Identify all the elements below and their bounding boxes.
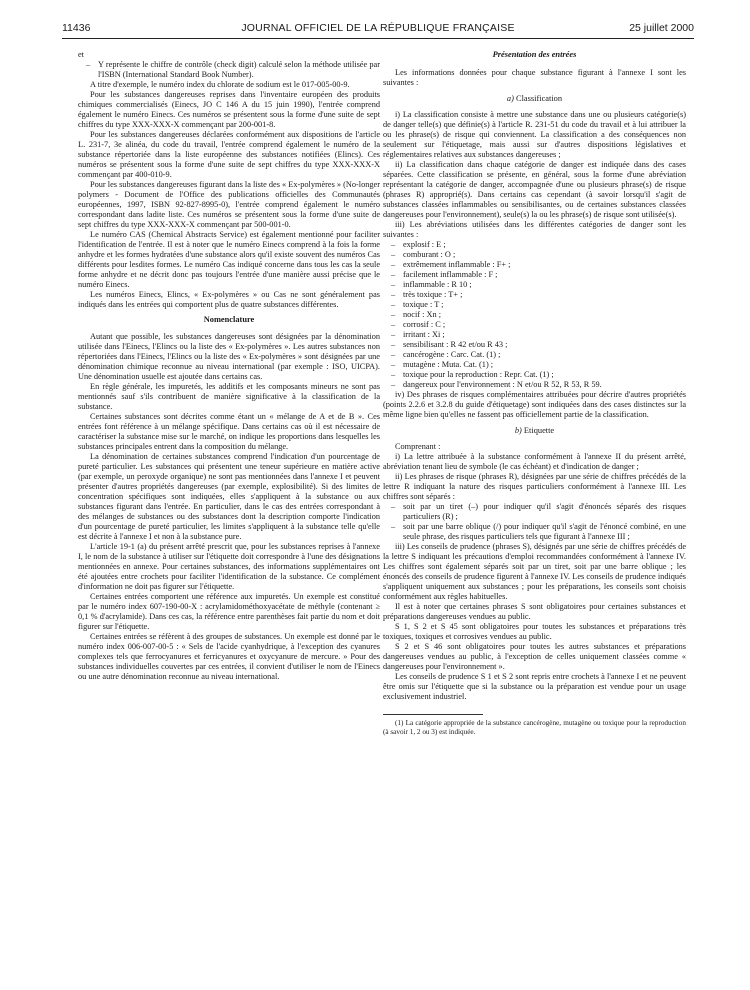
paragraph: S 2 et S 46 sont obligatoires pour toutes les autres substances et préparations dangereuses vendues au public, à l'exception de celles uniquement classées comme « dangereuses pour l'environnement ». [383, 642, 686, 671]
paragraph: Il est à noter que certaines phrases S sont obligatoires pour certaines substances et préparations dangereuses vendues au public. [383, 602, 686, 621]
footnote: (1) La catégorie appropriée de la substance cancérogène, mutagène ou toxique pour la reproduction (à savoir 1, 2 ou 3) est indiquée. [383, 719, 686, 736]
list-item: – facilement inflammable : F ; [383, 270, 686, 280]
paragraph: Les informations données pour chaque substance figurant à l'annexe I sont les suivantes : [383, 68, 686, 87]
paragraph: L'article 19-1 (a) du présent arrêté prescrit que, pour les substances reprises à l'annexe I, le nom de la substance à utiliser sur l'étiquette doit correspondre à l'une des désignations mentionnées en annexe. Pour certaines substances, des informations supplémentaires ont été ajoutées entre crochets pour faciliter l'identification de la substance. Ce complément d'information ne doit pas figurer sur l'étiquette. [78, 542, 380, 591]
subheading-letter: b) [514, 426, 522, 435]
paragraph: i) La classification consiste à mettre une substance dans une ou plusieurs catégorie(s) de danger telle(s) que définie(s) à l'article R. 231-51 du code du travail et à lui attribuer la ou les phrase(s) de risque qui conviennent. La classification a des conséquences non seulement sur l'étiquetage, mais aussi sur d'autres dispositions législatives et réglementaires relatives aux substances dangereuses ; [383, 110, 686, 159]
paragraph: Certaines substances sont décrites comme étant un « mélange de A et de B ». Ces entrées font référence à un mélange spécifique. Dans certains cas où il est nécessaire de caractériser la substance mise sur le marché, on indique les proportions dans lesquelles les substances principales entrent dans la composition du mélange. [78, 412, 380, 451]
list-item: – nocif : Xn ; [383, 310, 686, 320]
paragraph: Les numéros Einecs, Elincs, « Ex-polymères » ou Cas ne sont généralement pas indiqués dans les entrées qui comportent plus de quatre substances différentes. [78, 290, 380, 309]
subheading-letter: a) [506, 94, 514, 103]
list-item: – toxique : T ; [383, 300, 686, 310]
footnote-rule [383, 714, 483, 715]
paragraph: A titre d'exemple, le numéro index du chlorate de sodium est le 017-005-00-9. [90, 80, 350, 89]
list-item: – irritant : Xi ; [383, 330, 686, 340]
paragraph: Pour les substances dangereuses figurant dans la liste des « Ex-polymères » (No-longer polymers - Document de l'Office des publications officielles des Communautés européennes, 1997, ISBN 92-827-8995-0), l'entrée comprend également le numéro correspondant dans ladite liste. Ces numéros se présentent sous la forme d'une suite de sept chiffres du type XXX-XXX-X commençant par 500-001-0. [78, 180, 380, 229]
paragraph: Pour les substances dangereuses reprises dans l'inventaire européen des produits chimiques commercialisés (Einecs, JO C 146 A du 15 juin 1990), l'entrée comprend également le numéro Einecs. Ces numéros se présentent sous la forme d'une suite de sept chiffres du type XXX-XXX-X commençant par 200-001-8. [78, 90, 380, 129]
paragraph: i) La lettre attribuée à la substance conformément à l'annexe II du présent arrêté, abréviation tenant lieu de symbole (le cas échéant) et d'indication de danger ; [383, 452, 686, 471]
list-item: – dangereux pour l'environnement : N et/ou R 52, R 53, R 59. [383, 380, 686, 390]
right-column [383, 50, 686, 737]
section-heading-presentation: Présentation des entrées [492, 50, 577, 59]
subheading-title: Classification [516, 94, 563, 103]
list-item: – inflammable : R 10 ; [383, 280, 686, 290]
list-item: – sensibilisant : R 42 et/ou R 43 ; [383, 340, 686, 350]
subheading-etiquette [383, 426, 686, 436]
list-item: – mutagène : Muta. Cat. (1) ; [383, 360, 686, 370]
paragraph: et [78, 50, 84, 59]
abbreviation-list [383, 240, 686, 390]
list-item: – soit par un tiret (–) pour indiquer qu'il s'agit d'énoncés séparés des risques particuliers (R) ; [383, 502, 686, 522]
list-item: – cancérogène : Carc. Cat. (1) ; [383, 350, 686, 360]
list-item: – soit par une barre oblique (/) pour indiquer qu'il s'agit de l'énoncé combiné, en une seule phrase, des risques particuliers tels que figurant à l'annexe III ; [383, 522, 686, 542]
paragraph: Le numéro CAS (Chemical Abstracts Service) est également mentionné pour faciliter l'identification de l'entrée. Il est à noter que le numéro Einecs comprend à la fois la forme anhydre et les formes hydratées d'une substance alors qu'il existe souvent des numéros Cas différents pour lesdites formes. Le numéro Cas indiqué concerne dans tous les cas la seule forme anhydre et ne décrit donc pas toujours l'entrée d'une manière aussi précise que le numéro Einecs. [78, 230, 380, 289]
list-item: – explosif : E ; [383, 240, 686, 250]
header-rule [62, 38, 694, 39]
list-item: – corrosif : C ; [383, 320, 686, 330]
paragraph: En règle générale, les impuretés, les additifs et les composants mineurs ne sont pas mentionnés sauf s'ils contribuent de manière significative à la classification de la substance. [78, 382, 380, 411]
list-item: – comburant : O ; [383, 250, 686, 260]
paragraph: Certaines entrées comportent une référence aux impuretés. Un exemple est constitué par le numéro index 607-190-00-X : acrylamidométhoxyacétate de méthyle (contenant ≥ 0,1 % d'acrylamide). Dans ces cas, la référence entre parenthèses fait partie du nom et doit figurer sur l'étiquette. [78, 592, 380, 631]
journal-title: JOURNAL OFFICIEL DE LA RÉPUBLIQUE FRANÇAISE [241, 22, 515, 34]
paragraph: iv) Des phrases de risques complémentaires attribuées pour décrire d'autres propriétés (points 2.2.6 et 3.2.8 du guide d'étiquetage) sont indiquées dans des cases distinctes sur la même ligne bien qu'elles ne fassent pas officiellement partie de la classification. [383, 390, 686, 419]
paragraph: Certaines entrées se réfèrent à des groupes de substances. Un exemple est donné par le numéro index 006-007-00-5 : « Sels de l'acide cyanhydrique, à l'exception des cyanures complexes tels que ferrocyanures et ferricyanures et oxycyanure de mercure. » Pour des substances individuelles couvertes par ces entrées, il convient d'utiliser le nom de l'Einecs ou une autre dénomination reconnue au niveau international. [78, 632, 380, 681]
paragraph: iii) Les conseils de prudence (phrases S), désignés par une série de chiffres précédés de la lettre S indiquant les précautions d'emploi recommandées conformément à l'annexe IV. Les chiffres sont également séparés soit par un tiret, soit par une barre oblique ; les énoncés des conseils de prudence figurent à l'annexe IV. Les conseils de prudence indiqués s'appliquent uniquement aux substances ; pour les préparations, les conseils sont choisis conformément aux règles habituelles. [383, 542, 686, 601]
subheading-classification [383, 94, 686, 104]
paragraph: S 1, S 2 et S 45 sont obligatoires pour toutes les substances et préparations très toxiques, toxiques et corrosives vendues au public. [383, 622, 686, 641]
separator-list [383, 502, 686, 542]
list-item: – Y représente le chiffre de contrôle (check digit) calculé selon la méthode utilisée par l'ISBN (International Standard Book Number). [78, 60, 380, 80]
subheading-title: Etiquette [523, 426, 555, 435]
list-item: – toxique pour la reproduction : Repr. Cat. (1) ; [383, 370, 686, 380]
list-item: – très toxique : T+ ; [383, 290, 686, 300]
publication-date: 25 juillet 2000 [629, 22, 694, 34]
paragraph: Autant que possible, les substances dangereuses sont désignées par la dénomination utilisée dans l'Einecs, l'Elincs ou la liste des « Ex-polymères ». Les autres substances non répertoriées dans l'Einecs, l'Elincs ou la liste des « Ex-polymères » sont désignées par une dénomination chimique reconnue au niveau international (par exemple : ISO, UICPA). Une dénomination usuelle est ajoutée dans certains cas. [78, 332, 380, 381]
section-heading-nomenclature: Nomenclature [203, 315, 255, 324]
paragraph: iii) Les abréviations utilisées dans les différentes catégories de danger sont les suivantes : [383, 220, 686, 239]
list-item: – extrêmement inflammable : F+ ; [383, 260, 686, 270]
intro-list [78, 60, 380, 80]
page-number: 11436 [62, 22, 91, 34]
paragraph: La dénomination de certaines substances comprend l'indication d'un pourcentage de pureté particulier. Les substances qui présentent une teneur supérieure en matière active (par exemple, un peroxyde organique) ne sont pas mentionnées dans l'annexe I et peuvent présenter d'autres propriétés dangereuses (par exemple, explosibilité). Si des limites de concentration spécifiques sont indiquées, elles s'appliquent à la substance ou aux substances figurant dans l'entrée. En particulier, dans le cas des entrées correspondant à des mélanges de substances ou des substances dont la description comporte l'indication d'un pourcentage de pureté particulier, les limites s'appliquent à la substance telle qu'elle est décrite à l'annexe I et non à la substance pure. [78, 452, 380, 541]
paragraph: Les conseils de prudence S 1 et S 2 sont repris entre crochets à l'annexe I et ne peuvent être omis sur l'étiquette que si la substance ou la préparation est vendue pour un usage exclusivement industriel. [383, 672, 686, 701]
paragraph: Comprenant : [395, 442, 441, 451]
page-header [62, 22, 694, 36]
paragraph: ii) La classification dans chaque catégorie de danger est indiquée dans des cases séparées. Cette classification se présente, en général, sous la forme d'une abréviation représentant la catégorie de danger, accompagnée d'une ou plusieurs phrase(s) de risque (phrases R) approprié(s). Dans certains cas cependant (à savoir lorsqu'il s'agit de substances classées inflammables ou sensibilisantes, ou de certaines substances classées dangereuses pour l'environnement), seule(s) la ou les phrase(s) de risque sont utilisée(s). [383, 160, 686, 219]
left-column [78, 50, 380, 682]
paragraph: ii) Les phrases de risque (phrases R), désignées par une série de chiffres précédés de la lettre R indiquant la nature des risques particuliers conformément à l'annexe III. Les chiffres sont séparés : [383, 472, 686, 501]
paragraph: Pour les substances dangereuses déclarées conformément aux dispositions de l'article L. 231-7, 3e alinéa, du code du travail, l'entrée comprend également le numéro de la substance répertoriée dans la liste européenne des substances notifiées (Elincs). Ces numéros se présentent sous la forme d'une suite de sept chiffres du type XXX-XXX-X commençant par 400-010-9. [78, 130, 380, 179]
